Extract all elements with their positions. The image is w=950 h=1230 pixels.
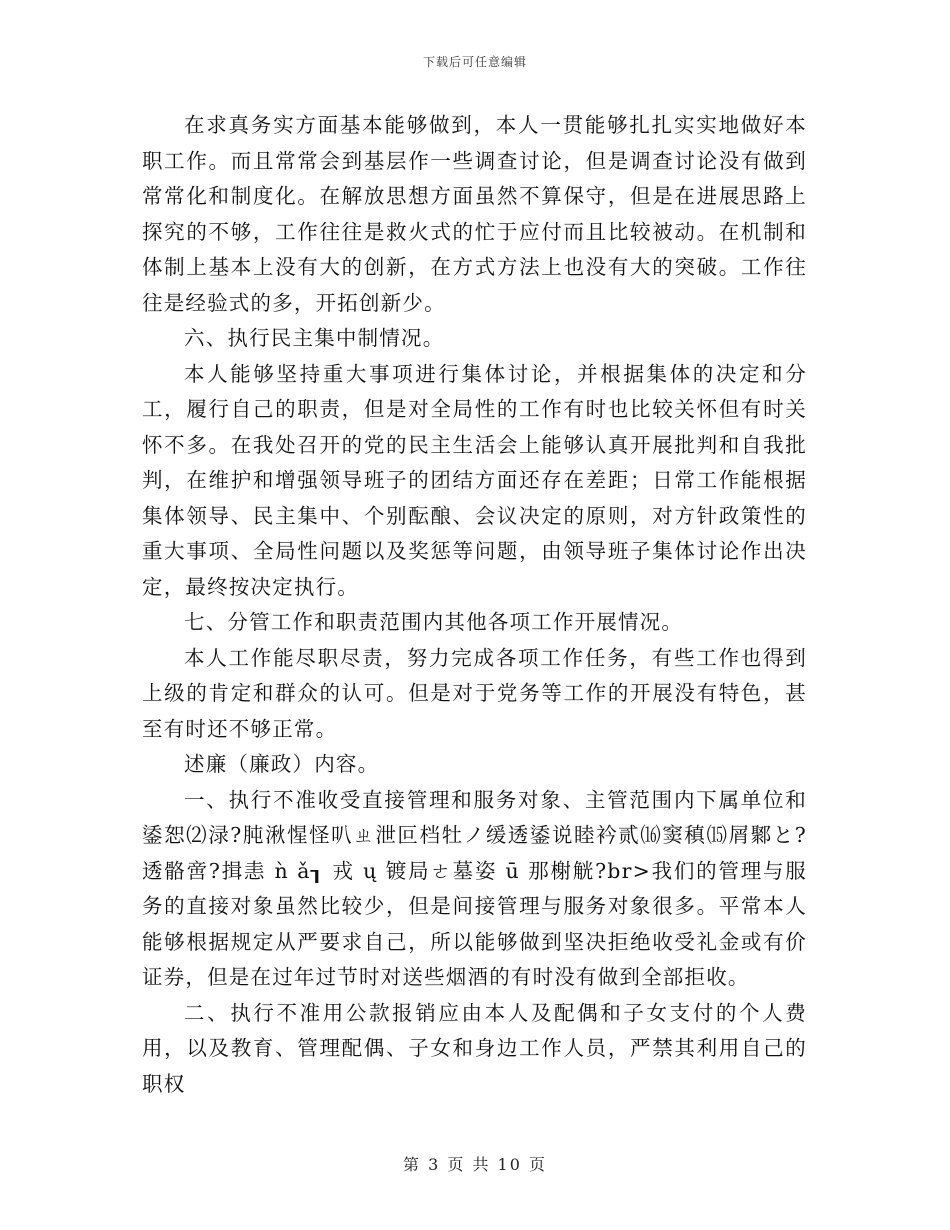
page-number: 第 3 页 共 10 页	[403, 1155, 547, 1174]
paragraph-democratic-centralism: 本人能够坚持重大事项进行集体讨论，并根据集体的决定和分工，履行自己的职责，但是对全局性的工作有时也比较关怀但有时关怀不多。在我处召开的党的民主生活会上能够认真开展批判和自我批判，在维护和增强领导班子的团结方面还存在差距；日常工作能根据集体领导、民主集中、个别酝酿、会议决定的原则，对方针政策性的重大事项、全局性问题以及奖惩等问题，由领导班子集体讨论作出决定，最终按决定执行。	[142, 361, 807, 599]
paragraph-expenses-rule: 二、执行不准用公款报销应由本人及配偶和子女支付的个人费用，以及教育、管理配偶、子女和身边工作人员，严禁其利用自己的职权	[142, 1000, 807, 1096]
paragraph-seeking-truth: 在求真务实方面基本能够做到，本人一贯能够扎扎实实地做好本职工作。而且常常会到基层作一些调查讨论，但是调查讨论没有做到常常化和制度化。在解放思想方面虽然不算保守，但是在进展思路上探究的不够，工作往往是救火式的忙于应付而且比较被动。在机制和体制上基本上没有大的创新，在方式方法上也没有大的突破。工作往往是经验式的多，开拓创新少。	[142, 113, 807, 315]
section-heading-work-duties: 七、分管工作和职责范围内其他各项工作开展情况。	[184, 610, 684, 634]
paragraph-gifts-rule: 一、执行不准收受直接管理和服务对象、主管范围内下属单位和鋈恕⑵渌?肫湫惺怪叭ㄓ泄叵档牡ノ缓透鋈说睦衿贰⒃窦稹⒂屑鄹と?透骼啻?揖恚 ǹ ǎ┒ 戎 ų 镀局ㄜ墓姿 ū 那榭觥?br>我们的管理与服务的直接对象虽然比较少，但是间接管理与服务对象很多。平常本人能够根据规定从严要求自己，所以能够做到坚决拒绝收受礼金或有价证券，但是在过年过节时对送些烟酒的有时没有做到全部拒收。	[142, 787, 807, 989]
section-heading-democratic-centralism: 六、执行民主集中制情况。	[184, 326, 445, 350]
document-body	[142, 108, 807, 1102]
section-heading-integrity: 述廉（廉政）内容。	[184, 752, 380, 776]
page-header: 下载后可任意编辑	[422, 55, 527, 69]
paragraph-work-duties: 本人工作能尽职尽责，努力完成各项工作任务，有些工作也得到上级的肯定和群众的认可。但是对于党务等工作的开展没有特色，甚至有时还不够正常。	[142, 645, 807, 741]
